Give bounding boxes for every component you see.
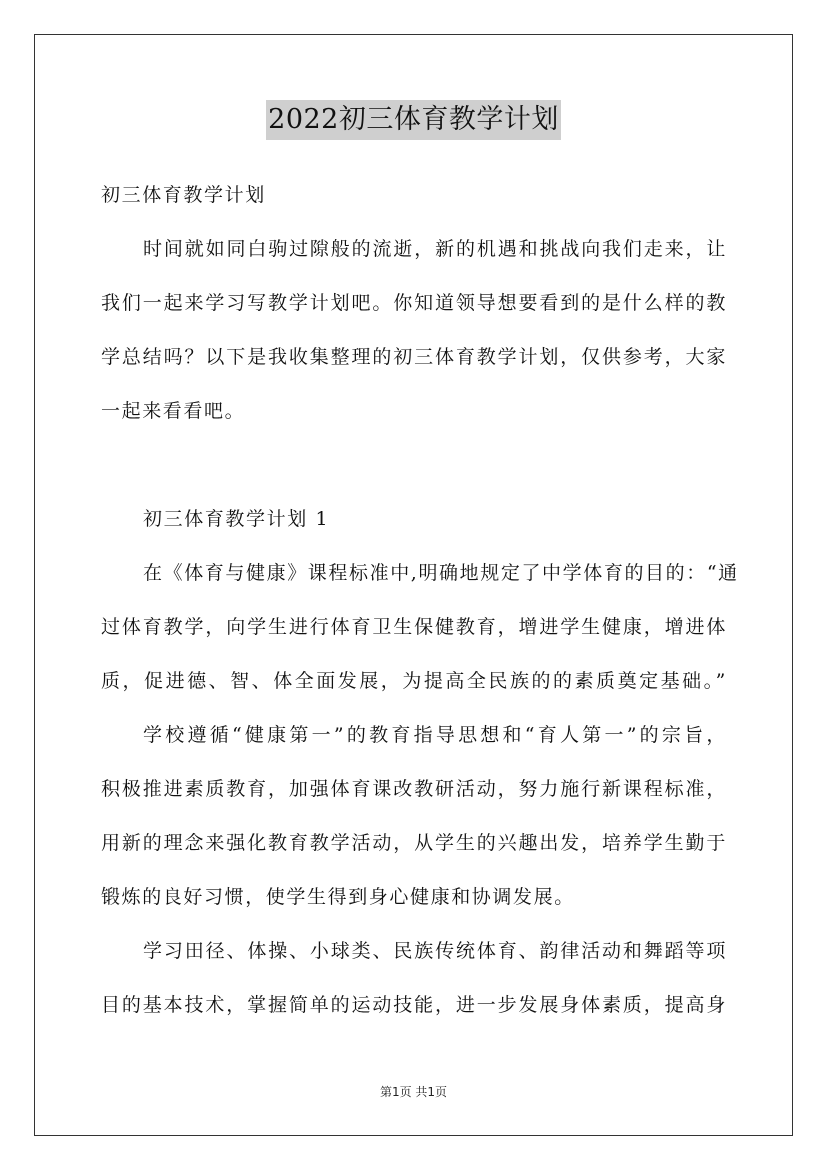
body-line: 学校遵循“健康第一”的教育指导思想和“育人第一”的宗旨， bbox=[143, 724, 727, 746]
intro-line: 时间就如同白驹过隙般的流逝，新的机遇和挑战向我们走来，让 bbox=[143, 238, 727, 260]
body-line: 在《体育与健康》课程标准中,明确地规定了中学体育的目的：“通 bbox=[143, 562, 739, 584]
intro-line: 我们一起来学习写教学计划吧。你知道领导想要看到的是什么样的教 bbox=[101, 292, 727, 314]
body-line: 用新的理念来强化教育教学活动，从学生的兴趣出发，培养学生勤于 bbox=[101, 832, 727, 854]
section-heading: 初三体育教学计划 1 bbox=[143, 508, 330, 530]
body-line: 锻炼的良好习惯，使学生得到身心健康和协调发展。 bbox=[101, 886, 575, 908]
document-subtitle: 初三体育教学计划 bbox=[101, 184, 266, 206]
body-line: 积极推进素质教育，加强体育课改教研活动，努力施行新课程标准， bbox=[101, 778, 727, 800]
page-footer: 第1页 共1页 bbox=[379, 1085, 448, 1099]
intro-line: 学总结吗？以下是我收集整理的初三体育教学计划，仅供参考，大家 bbox=[101, 346, 727, 368]
title-container bbox=[0, 100, 827, 140]
body-line: 目的基本技术，掌握简单的运动技能，进一步发展身体素质，提高身 bbox=[101, 994, 727, 1016]
body-line: 质，促进德、智、体全面发展，为提高全民族的的素质奠定基础。” bbox=[101, 670, 727, 692]
document-title: 2022初三体育教学计划 bbox=[266, 100, 561, 140]
body-line: 学习田径、体操、小球类、民族传统体育、韵律活动和舞蹈等项 bbox=[143, 940, 727, 962]
intro-line: 一起来看看吧。 bbox=[101, 400, 246, 422]
body-line: 过体育教学，向学生进行体育卫生保健教育，增进学生健康，增进体 bbox=[101, 616, 727, 638]
